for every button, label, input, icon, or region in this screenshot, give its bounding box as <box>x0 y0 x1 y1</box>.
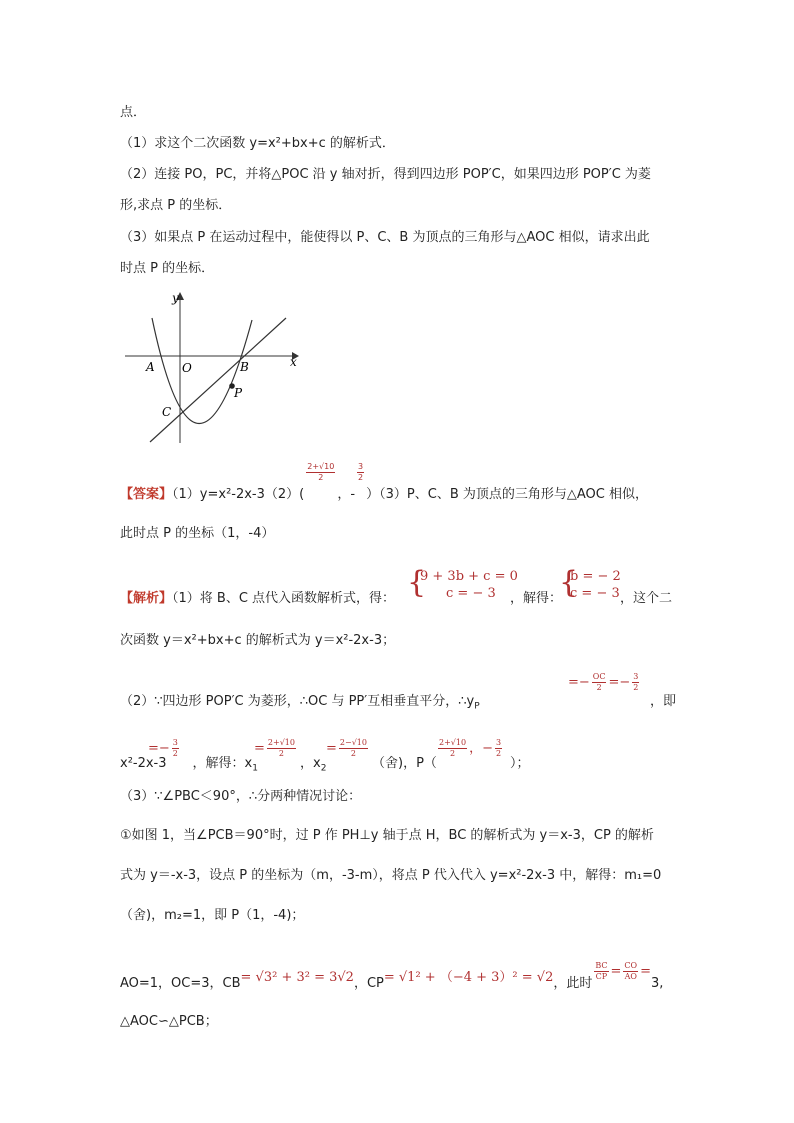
analysis-line-8: （舍)，m₂=1，即 P（1，-4)； <box>120 908 305 923</box>
fraction: $\frac{3}{2}$ <box>495 738 502 758</box>
fraction: $\frac{2+√10}{2}$ <box>307 462 335 482</box>
math-expr: = $\frac{2+√10}{2}$ <box>254 738 295 758</box>
answer-tag: 【答案】 <box>120 487 173 502</box>
fraction: $\frac{3}{2}$ <box>172 738 178 758</box>
analysis-line-10: △AOC∽△PCB； <box>120 1014 218 1029</box>
analysis-line-2: 次函数 y＝x²+bx+c 的解析式为 y＝x²-2x-3； <box>120 633 396 648</box>
label-o: O <box>182 361 192 375</box>
equation-brace: { <box>407 565 427 600</box>
analysis-line-9: AO=1，OC=3，CB= √3² + 3² = 3√2，CP= √1² + （−4 + 3）² = √2，此时 $\frac{BC}{CP}$ = $\frac{CO}{AO}$ =3, <box>120 961 664 991</box>
fraction: $\frac{CO}{AO}$ <box>624 961 638 981</box>
solution-system: b = − 2 c = − 3 <box>570 569 621 601</box>
question-3-line-2: 时点 P 的坐标． <box>120 261 215 276</box>
text: ）； <box>510 756 530 771</box>
label-c: C <box>162 405 172 419</box>
answer-text: （1）y=x²-2x-3（2）( <box>172 487 305 502</box>
math-expr: $\frac{2+√10}{2}$ ，− $\frac{3}{2}$ <box>439 738 502 758</box>
text: ，解得： <box>510 591 563 606</box>
math-expr: = √3² + 3² = 3√2 <box>240 970 354 985</box>
text: ，即 <box>650 694 677 709</box>
fraction: $\frac{BC}{CP}$ <box>595 961 608 981</box>
answer-text: ）（3）P、C、B 为顶点的三角形与△AOC 相似， <box>366 487 648 502</box>
text: ，$x_2$ <box>300 756 327 774</box>
analysis-line-5: （3）∵∠PBC＜90°，∴分两种情况讨论： <box>120 789 362 804</box>
analysis-line-3: （2）∵四边形 POP′C 为菱形，∴OC 与 PP′互相垂直平分，$\therefore y_P$ <box>120 694 480 712</box>
label-p: P <box>234 386 243 400</box>
text: （舍)，P（ <box>372 756 437 771</box>
solution-brace: { <box>559 565 579 600</box>
equation-system: 9 + 3b + c = 0 c = − 3 <box>420 569 518 601</box>
analysis-line-7: 式为 y＝-x-3，设点 P 的坐标为（m，-3-m），将点 P 代入代入 y=x²-2x-3 中，解得：m₁=0 <box>120 868 662 883</box>
analysis-line-1: 【解析】（1）将 B、C 点代入函数解析式，得： <box>120 591 396 606</box>
text-line: 点． <box>120 105 147 120</box>
fraction: $\frac{2+√10}{2}$ <box>439 738 467 758</box>
answer-line-2: 此时点 P 的坐标（1，-4） <box>120 526 275 541</box>
analysis-line-6: ①如图 1，当∠PCB＝90°时，过 P 作 PH⊥y 轴于点 H，BC 的解析式为 y＝x-3，CP 的解析 <box>120 828 654 843</box>
label-y: y <box>172 291 179 305</box>
fraction: $\frac{3}{2}$ <box>633 672 639 692</box>
question-3-line-1: （3）如果点 P 在运动过程中，能使得以 P、C、B 为顶点的三角形与△AOC 相似，请求出此 <box>120 230 650 245</box>
analysis-tag: 【解析】 <box>120 591 173 606</box>
label-b: B <box>240 360 249 374</box>
math-expr: =− $\frac{3}{2}$ <box>148 738 178 758</box>
question-2-line-1: （2）连接 PO，PC，并将△POC 沿 y 轴对折，得到四边形 POP′C，如果四边形 POP′C 为菱 <box>120 167 651 182</box>
fraction: $\frac{2-√10}{2}$ <box>339 738 367 758</box>
fraction: $\frac{OC}{2}$ <box>592 672 606 692</box>
answer-line-1: 【答案】（1）y=x²-2x-3（2）( $\frac{2+√10}{2}$ ，- $\frac{3}{2}$ ）（3）P、C、B 为顶点的三角形与△AOC 相似， <box>120 462 648 502</box>
label-a: A <box>146 360 155 374</box>
fraction: $\frac{2+√10}{2}$ <box>267 738 295 758</box>
text: ，这个二 <box>620 591 673 606</box>
math-expr: = $\frac{2-√10}{2}$ <box>326 738 367 758</box>
math-expr: = √1² + （−4 + 3）² = √2 <box>383 970 554 985</box>
fraction: $\frac{3}{2}$ <box>358 462 364 482</box>
question-2-line-2: 形,求点 P 的坐标． <box>120 198 232 213</box>
math-expr: =− $\frac{OC}{2}$ =− $\frac{3}{2}$ <box>568 672 639 692</box>
label-x: x <box>290 355 297 369</box>
parabola-graph <box>120 288 300 448</box>
question-1: （1）求这个二次函数 y=x²+bx+c 的解析式． <box>120 136 395 151</box>
analysis-line-4: x²-2x-3 ，解得：$x_1$ <box>120 756 258 774</box>
line-bc <box>150 318 286 442</box>
